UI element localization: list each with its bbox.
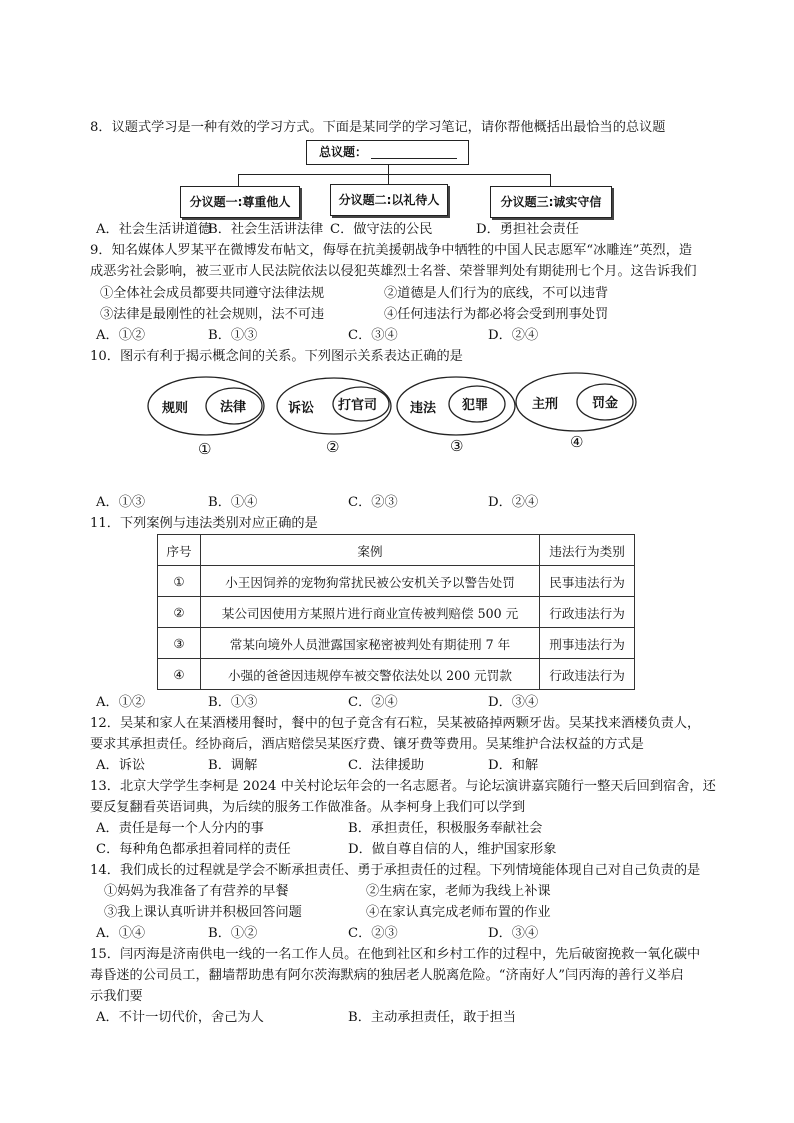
q10-d4-number: ④ bbox=[570, 433, 584, 451]
q10-d4-outer-label: 主刑 bbox=[532, 397, 559, 412]
table-header-row bbox=[158, 535, 635, 566]
q11-case-table bbox=[157, 534, 635, 690]
q10-d3-inner-label: 犯罪 bbox=[462, 398, 489, 413]
q10-diagrams bbox=[140, 370, 660, 465]
q9-stem-line1: 9．知名媒体人罗某平在微博发布帖文，侮辱在抗美援朝战争中牺牲的中国人民志愿军“冰雕连”英烈，造 bbox=[90, 243, 693, 258]
q12-stem-line2: 要求其承担责任。经协商后，酒店赔偿吴某医疗费、镶牙费等费用。吴某维护合法权益的方式是 bbox=[90, 737, 644, 752]
q8-main-topic-box bbox=[306, 140, 469, 165]
q13-option-b[interactable]: B．承担责任，积极服务奉献社会 bbox=[348, 821, 543, 836]
table-cell-category: 行政违法行为 bbox=[540, 597, 635, 628]
q8-option-c[interactable]: C．做守法的公民 bbox=[330, 222, 433, 237]
table-header-case: 案例 bbox=[201, 535, 540, 566]
q10-option-b[interactable]: B．①④ bbox=[208, 495, 258, 510]
q13-stem-line1: 13．北京大学学生李柯是 2024 中关村论坛年会的一名志愿者。与论坛演讲嘉宾随行一整天后回到宿舍，还 bbox=[90, 779, 716, 794]
q10-diagram-1 bbox=[148, 377, 264, 458]
q10-d1-inner-label: 法律 bbox=[220, 400, 247, 415]
q9-statement-3: ③法律是最刚性的社会规则，法不可违 bbox=[100, 307, 325, 322]
q9-option-b[interactable]: B．①③ bbox=[208, 328, 258, 343]
q8-option-b[interactable]: B．社会生活讲法律 bbox=[208, 222, 324, 237]
q12-option-d[interactable]: D．和解 bbox=[488, 758, 539, 773]
q9-option-a[interactable]: A．①② bbox=[96, 328, 146, 343]
q8-main-topic-blank bbox=[371, 146, 457, 159]
q14-option-a[interactable]: A．①④ bbox=[96, 926, 146, 941]
q15-stem-line2: 毒昏迷的公司员工，翻墙帮助患有阿尔茨海默病的独居老人脱离危险。“济南好人”闫丙海的善行义举启 bbox=[90, 968, 684, 983]
table-cell-index: ② bbox=[158, 597, 201, 628]
q8-option-d[interactable]: D．勇担社会责任 bbox=[476, 222, 579, 237]
q14-statement-1: ①妈妈为我准备了有营养的早餐 bbox=[104, 884, 289, 899]
q10-d2-inner-label: 打官司 bbox=[338, 398, 378, 413]
q11-option-a[interactable]: A．①② bbox=[96, 695, 146, 710]
q14-option-d[interactable]: D．③④ bbox=[488, 926, 539, 941]
q9-stem-line2: 成恶劣社会影响，被三亚市人民法院依法以侵犯英雄烈士名誉、荣誉罪判处有期徒刑七个月。这告诉我们 bbox=[90, 264, 697, 279]
table-cell-case: 小王因饲养的宠物狗常扰民被公安机关予以警告处罚 bbox=[201, 566, 540, 597]
q14-statement-3: ③我上课认真听讲并积极回答问题 bbox=[104, 905, 302, 920]
q11-option-c[interactable]: C．②④ bbox=[348, 695, 398, 710]
q8-connector-horizontal bbox=[238, 174, 550, 175]
q14-option-b[interactable]: B．①② bbox=[208, 926, 258, 941]
q9-option-d[interactable]: D．②④ bbox=[488, 328, 539, 343]
q10-d1-number: ① bbox=[198, 440, 212, 458]
q10-diagram-2 bbox=[277, 378, 391, 456]
q13-option-d[interactable]: D．做自尊自信的人，维护国家形象 bbox=[348, 842, 557, 857]
q10-d2-outer-label: 诉讼 bbox=[288, 401, 315, 416]
q8-option-a[interactable]: A．社会生活讲道德 bbox=[96, 222, 212, 237]
q10-d3-number: ③ bbox=[450, 437, 464, 455]
q15-stem-line3: 示我们要 bbox=[90, 989, 143, 1004]
q13-option-c[interactable]: C．每种角色都承担着同样的责任 bbox=[96, 842, 291, 857]
q12-option-c[interactable]: C．法律援助 bbox=[348, 758, 425, 773]
q10-d1-outer-label: 规则 bbox=[162, 401, 189, 416]
table-cell-index: ④ bbox=[158, 659, 201, 690]
q14-statement-2: ②生病在家，老师为我线上补课 bbox=[366, 884, 551, 899]
q11-option-b[interactable]: B．①③ bbox=[208, 695, 258, 710]
q10-option-d[interactable]: D．②④ bbox=[488, 495, 539, 510]
q8-subtopic-2: 分议题二:以礼待人 bbox=[330, 184, 448, 216]
q14-statement-4: ④在家认真完成老师布置的作业 bbox=[366, 905, 551, 920]
table-header-index: 序号 bbox=[158, 535, 201, 566]
table-cell-case: 某公司因使用方某照片进行商业宣传被判赔偿 500 元 bbox=[201, 597, 540, 628]
table-row bbox=[158, 659, 635, 690]
q15-option-b[interactable]: B．主动承担责任，敢于担当 bbox=[348, 1010, 516, 1025]
q12-option-a[interactable]: A．诉讼 bbox=[96, 758, 146, 773]
q8-main-topic-label: 总议题： bbox=[319, 145, 368, 159]
table-cell-category: 刑事违法行为 bbox=[540, 628, 635, 659]
q10-option-a[interactable]: A．①③ bbox=[96, 495, 146, 510]
table-row bbox=[158, 597, 635, 628]
q11-option-d[interactable]: D．③④ bbox=[488, 695, 539, 710]
q10-d2-number: ② bbox=[326, 438, 340, 456]
q9-statement-2: ②道德是人们行为的底线，不可以违背 bbox=[384, 286, 609, 301]
q10-option-c[interactable]: C．②③ bbox=[348, 495, 398, 510]
q8-subtopic-1: 分议题一:尊重他人 bbox=[180, 186, 300, 218]
q8-subtopic-3: 分议题三:诚实守信 bbox=[490, 186, 612, 218]
table-cell-category: 民事违法行为 bbox=[540, 566, 635, 597]
q12-stem-line1: 12．吴某和家人在某酒楼用餐时，餐中的包子竟含有石粒，吴某被硌掉两颗牙齿。吴某找来酒楼负责人， bbox=[90, 716, 701, 731]
q9-statement-4: ④任何违法行为都必将会受到刑事处罚 bbox=[384, 307, 609, 322]
table-header-category: 违法行为类别 bbox=[540, 535, 635, 566]
q10-stem: 10．图示有利于揭示概念间的关系。下列图示关系表达正确的是 bbox=[90, 349, 463, 364]
table-row bbox=[158, 628, 635, 659]
q11-stem: 11．下列案例与违法类别对应正确的是 bbox=[90, 516, 318, 531]
q8-stem: 8．议题式学习是一种有效的学习方式。下面是某同学的学习笔记，请你帮他概括出最恰当的总议题 bbox=[90, 120, 666, 135]
q10-d3-outer-label: 违法 bbox=[410, 401, 437, 416]
q14-stem: 14．我们成长的过程就是学会不断承担责任、勇于承担责任的过程。下列情境能体现自己对自己负责的是 bbox=[90, 863, 701, 878]
table-cell-index: ① bbox=[158, 566, 201, 597]
q15-option-a[interactable]: A．不计一切代价，舍己为人 bbox=[96, 1010, 264, 1025]
q12-option-b[interactable]: B．调解 bbox=[208, 758, 258, 773]
q13-option-a[interactable]: A．责任是每一个人分内的事 bbox=[96, 821, 264, 836]
table-cell-index: ③ bbox=[158, 628, 201, 659]
q15-stem-line1: 15．闫丙海是济南供电一线的一名工作人员。在他到社区和乡村工作的过程中，先后破窗挽救一氧化碳中 bbox=[90, 947, 701, 962]
table-cell-category: 行政违法行为 bbox=[540, 659, 635, 690]
q14-option-c[interactable]: C．②③ bbox=[348, 926, 398, 941]
q9-statement-1: ①全体社会成员都要共同遵守法律法规 bbox=[100, 286, 325, 301]
q13-stem-line2: 要反复翻看英语词典，为后续的服务工作做准备。从李柯身上我们可以学到 bbox=[90, 800, 526, 815]
table-cell-case: 常某向境外人员泄露国家秘密被判处有期徒刑 7 年 bbox=[201, 628, 540, 659]
q10-d4-inner-label: 罚金 bbox=[592, 396, 619, 411]
q9-option-c[interactable]: C．③④ bbox=[348, 328, 398, 343]
q10-diagram-4 bbox=[516, 373, 636, 451]
q10-diagram-3 bbox=[397, 377, 515, 455]
table-cell-case: 小强的爸爸因违规停车被交警依法处以 200 元罚款 bbox=[201, 659, 540, 690]
table-row bbox=[158, 566, 635, 597]
